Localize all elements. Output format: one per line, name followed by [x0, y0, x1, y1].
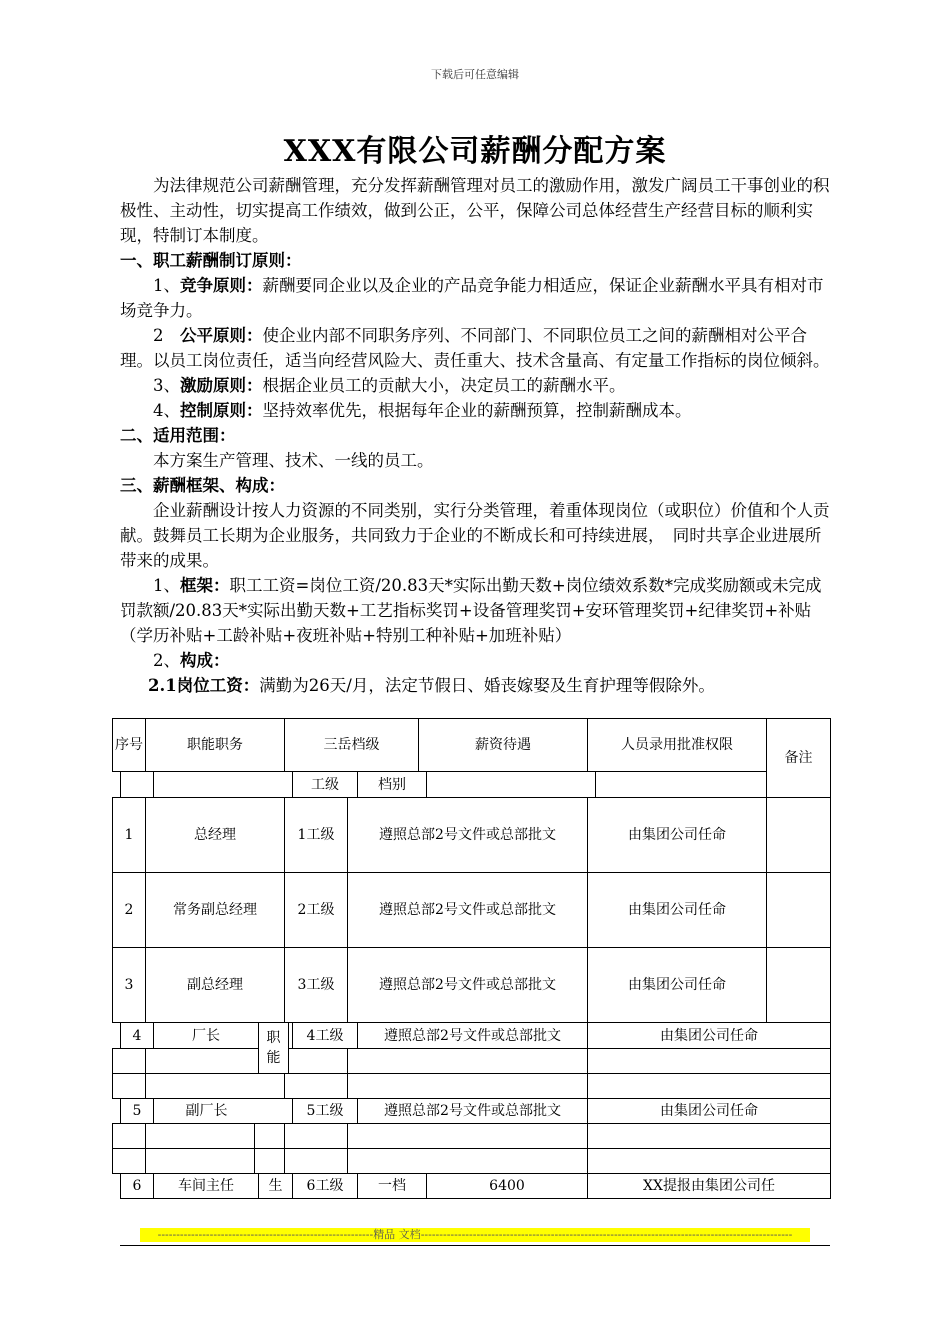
- side-label-function: 职 能: [258, 1022, 289, 1074]
- table-row-duty: 常务副总经理: [145, 872, 285, 948]
- table-cell-blank: [112, 1148, 146, 1174]
- document-title: XXX有限公司薪酬分配方案: [283, 134, 667, 169]
- table-cell-blank: [347, 1123, 588, 1149]
- table-cell-blank: [254, 1148, 285, 1174]
- table-cell-blank: [587, 1148, 831, 1174]
- table-row-seq: 5: [120, 1098, 154, 1124]
- table-cell-blank: [587, 1048, 831, 1074]
- section-1-heading: 一、职工薪酬制订原则：: [120, 251, 302, 270]
- position-salary-line: 2.1岗位工资：满勤为26天/月，法定节假日、婚丧嫁娶及生育护理等假除外。: [148, 676, 715, 695]
- subheader-blank-1: [120, 771, 154, 798]
- table-row-approval: 由集团公司任命: [587, 1098, 831, 1124]
- principle-competition: 1、竞争原则：薪酬要同企业以及企业的产品竞争能力相适应，保证企业薪酬水平具有相对市场竞争力。: [120, 276, 824, 320]
- principle-fairness: 2 公平原则：使企业内部不同职务序列、不同部门、不同职位员工之间的薪酬相对公平合理。以员工岗位责任，适当向经营风险大、责任重大、技术含量高、有定量工作指标的岗位倾斜。: [120, 326, 830, 370]
- section-3-heading: 三、薪酬框架、构成：: [120, 476, 285, 495]
- table-cell-blank: [112, 1048, 146, 1074]
- table-row-remark: [766, 947, 831, 1023]
- table-row-seq: 3: [112, 947, 146, 1023]
- salary-grade-table: [112, 718, 831, 1198]
- table-row-duty: 车间主任: [153, 1173, 259, 1199]
- table-row-salary: 6400: [426, 1173, 588, 1199]
- table-row-seq: 1: [112, 797, 146, 873]
- table-row-salary: 遵照总部2号文件或总部批文: [347, 872, 588, 948]
- footer-rule: [120, 1245, 830, 1246]
- principle-control: 4、控制原则：坚持效率优先，根据每年企业的薪酬预算，控制薪酬成本。: [153, 401, 692, 420]
- table-cell-blank: [145, 1123, 255, 1149]
- table-cell-blank: [347, 1073, 588, 1099]
- header-duty: 职能职务: [145, 718, 285, 772]
- table-cell-blank: [284, 1123, 348, 1149]
- table-row-level: 5工级: [292, 1098, 358, 1124]
- table-cell-blank: [145, 1048, 259, 1074]
- table-cell-blank: [347, 1148, 588, 1174]
- table-cell-blank: [284, 1148, 348, 1174]
- framework-formula: 1、框架：职工工资=岗位工资/20.83天*实际出勤天数+岗位绩效系数*完成奖励额或未完成罚款额/20.83天*实际出勤天数+工艺指标奖罚+设备管理奖罚+安环管理奖罚+纪律奖罚+补贴（学历补贴+工龄补贴+夜班补贴+特别工种补贴+加班补贴）: [120, 576, 822, 645]
- header-grade: 三岳档级: [284, 718, 419, 772]
- footer-watermark-bar: ----------------------------------------------------------精品 文档----------------------------------------------------------------------------------------------------: [140, 1228, 810, 1242]
- table-cell-blank: [145, 1148, 255, 1174]
- subheader-tier: 档别: [357, 771, 427, 798]
- table-row-duty: 副总经理: [145, 947, 285, 1023]
- table-row-remark: [766, 872, 831, 948]
- salary-design-text: 企业薪酬设计按人力资源的不同类别，实行分类管理，着重体现岗位（或职位）价值和个人贡献。鼓舞员工长期为企业服务，共同致力于企业的不断成长和可持续进展， 同时共享企业进展所带来的成果。: [120, 501, 830, 570]
- table-row-salary: 遵照总部2号文件或总部批文: [357, 1022, 588, 1049]
- table-cell-blank: [145, 1073, 285, 1099]
- table-row-approval: XX提报由集团公司任: [587, 1173, 831, 1199]
- scope-text: 本方案生产管理、技术、一线的员工。: [153, 451, 434, 470]
- subheader-blank-4: [595, 771, 767, 798]
- table-row-seq: 6: [120, 1173, 154, 1199]
- table-row-approval: 由集团公司任命: [587, 797, 767, 873]
- table-row-salary: 遵照总部2号文件或总部批文: [347, 947, 588, 1023]
- subheader-blank-3: [426, 771, 596, 798]
- subheader-level: 工级: [292, 771, 358, 798]
- table-cell-blank: [288, 1048, 348, 1074]
- table-cell-blank: [587, 1073, 831, 1099]
- table-row-approval: 由集团公司任命: [587, 947, 767, 1023]
- table-row-seq: 2: [112, 872, 146, 948]
- footer-label: 精品 文档: [373, 1228, 421, 1241]
- header-seq: 序号: [112, 718, 146, 772]
- table-row-level: 1工级: [284, 797, 348, 873]
- table-row-salary: 遵照总部2号文件或总部批文: [347, 797, 588, 873]
- section-2-heading: 二、适用范围：: [120, 426, 236, 445]
- table-row-tier: 一档: [357, 1173, 427, 1199]
- principle-incentive: 3、激励原则：根据企业员工的贡献大小，决定员工的薪酬水平。: [153, 376, 626, 395]
- table-cell-blank: [112, 1073, 146, 1099]
- header-approval: 人员录用批准权限: [587, 718, 767, 772]
- document-body: [120, 173, 830, 698]
- table-row-duty: 总经理: [145, 797, 285, 873]
- table-cell-blank: [112, 1123, 146, 1149]
- table-row-duty: 副厂长: [153, 1098, 259, 1124]
- header-note: 下载后可任意编辑: [431, 68, 519, 81]
- table-row-level: 4工级: [292, 1022, 358, 1049]
- table-row-level: 6工级: [292, 1173, 358, 1199]
- table-row-remark: [766, 797, 831, 873]
- table-row-salary: 遵照总部2号文件或总部批文: [357, 1098, 588, 1124]
- table-row-level: 2工级: [284, 872, 348, 948]
- table-row-approval: 由集团公司任命: [587, 1022, 831, 1049]
- table-row-approval: 由集团公司任命: [587, 872, 767, 948]
- table-cell-blank: [284, 1073, 348, 1099]
- table-row-duty: 厂长: [153, 1022, 259, 1049]
- table-row-level: 3工级: [284, 947, 348, 1023]
- intro-paragraph: 为法律规范公司薪酬管理，充分发挥薪酬管理对员工的激励作用，激发广阔员工干事创业的积极性、主动性，切实提高工作绩效，做到公正，公平，保障公司总体经营生产经营目标的顺利实现，特制订本制度。: [120, 176, 830, 245]
- table-row-seq: 4: [120, 1022, 154, 1049]
- header-remark: 备注: [766, 718, 831, 798]
- header-salary: 薪资待遇: [418, 718, 588, 772]
- subheader-blank-2: [153, 771, 293, 798]
- table-cell-blank: [587, 1123, 831, 1149]
- side-label-production: 生: [258, 1173, 293, 1199]
- table-cell-blank: [347, 1048, 588, 1074]
- table-cell-blank: [254, 1123, 285, 1149]
- composition-heading: 2、构成：: [153, 651, 230, 670]
